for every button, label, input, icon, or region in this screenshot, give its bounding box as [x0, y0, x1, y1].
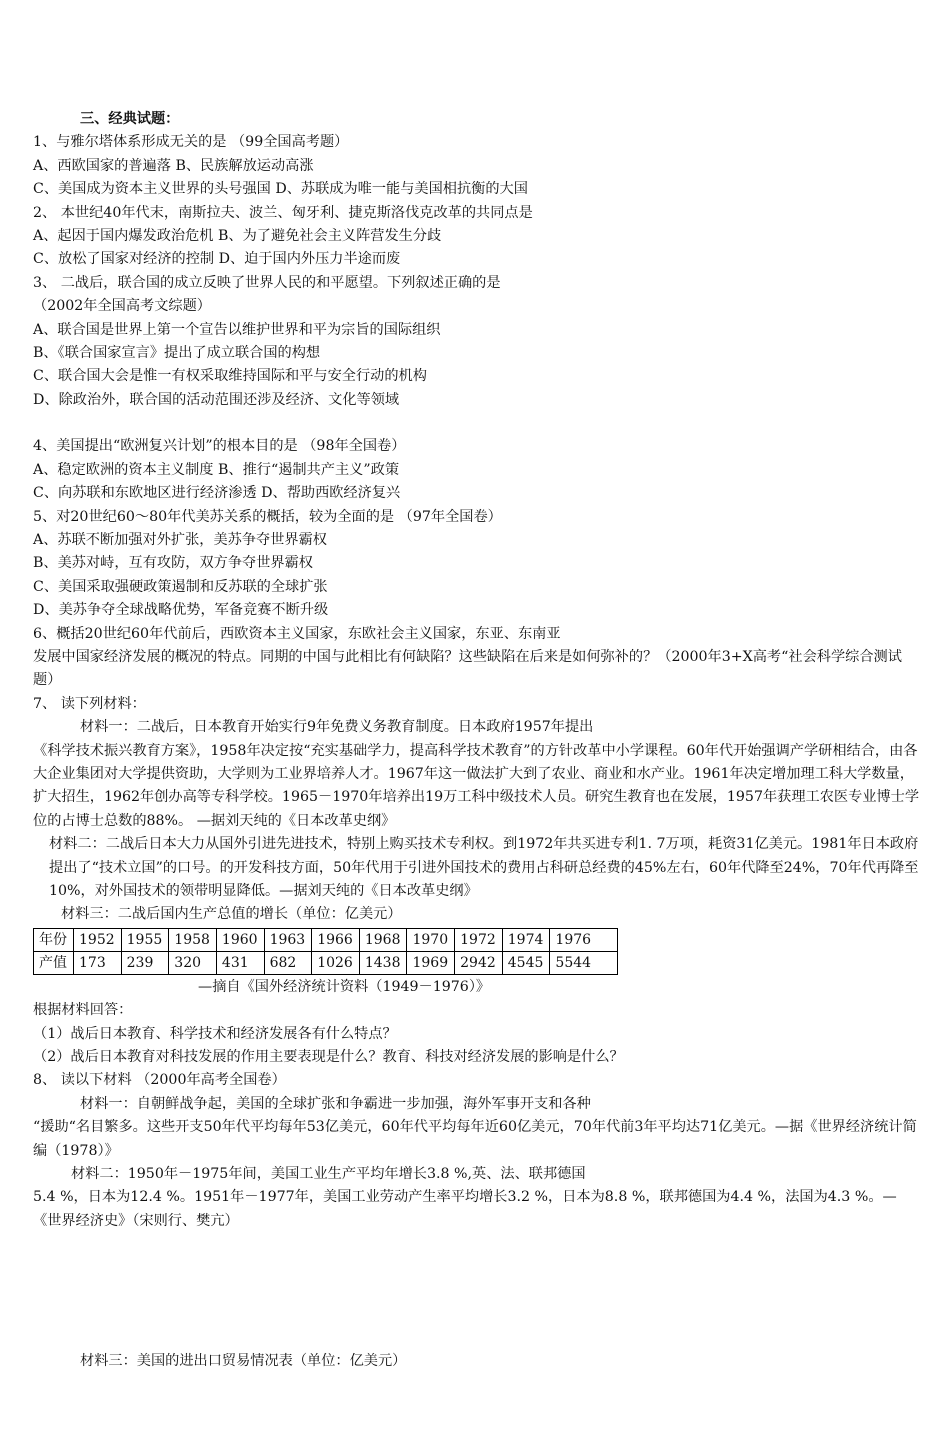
q3-option-c: C、联合国大会是惟一有权采取维持国际和平与安全行动的机构 — [33, 368, 427, 385]
q5-stem: 5、对20世纪60～80年代美苏关系的概括，较为全面的是 （97年全国卷） — [33, 508, 502, 525]
value-cell: 5544 — [550, 951, 618, 974]
year-cell: 1952 — [74, 928, 122, 951]
q3-stem: 3、 二战后，联合国的成立反映了世界人民的和平愿望。下列叙述正确的是 — [33, 274, 501, 291]
value-cell: 1438 — [359, 951, 407, 974]
q7-material-2: 材料二：二战后日本大力从国外引进先进技术，特别上购买技术专利权。到1972年共买进专利1. 7万项，耗资31亿美元。1981年日本政府提出了“技术立国”的口号。的开发科技方面，50年代用于引进外国技术的费用占科研总经费的45%左右，60年代降至24%，70年代再降至10%，对外国技术的领带明显降低。—据刘天纯的《日本改革史纲》 — [49, 836, 919, 899]
year-cell: 1972 — [455, 928, 503, 951]
q1-options-ab: A、西欧国家的普遍落 B、民族解放运动高涨 — [33, 157, 314, 174]
value-cell: 239 — [121, 951, 169, 974]
q7-material-3-title: 材料三：二战后国内生产总值的增长（单位：亿美元） — [61, 906, 402, 923]
q2-options-cd: C、放松了国家对经济的控制 D、迫于国内外压力半途而废 — [33, 251, 401, 268]
q7-material-1-first: 材料一：二战后，日本教育开始实行9年免费义务教育制度。日本政府1957年提出 — [80, 719, 594, 736]
year-cell: 1970 — [407, 928, 455, 951]
q8-stem: 8、 读以下材料 （2000年高考全国卷） — [33, 1072, 286, 1089]
year-cell: 1963 — [264, 928, 312, 951]
row-label-values: 产值 — [34, 951, 74, 974]
q8-material-1-rest: “援助“名目繁多。这些开支50年代平均每年53亿美元，60年代平均每年近60亿美元，70年代前3年平均达71亿美元。—据《世界经济统计简编（1978）》 — [33, 1119, 917, 1159]
gdp-table — [33, 928, 618, 975]
q6-line-1: 6、概括20世纪60年代前后，西欧资本主义国家，东欧社会主义国家，东亚、东南亚 — [33, 625, 561, 642]
blank-line — [33, 412, 923, 435]
q1-options-cd: C、美国成为资本主义世界的头号强国 D、苏联成为唯一能与美国相抗衡的大国 — [33, 181, 528, 198]
section-heading: 三、经典试题： — [80, 111, 180, 127]
q6-line-2: 发展中国家经济发展的概况的特点。同期的中国与此相比有何缺陷？这些缺陷在后来是如何弥补的？（2000年3+X高考“社会科学综合测试题） — [33, 648, 902, 689]
q4-stem: 4、美国提出“欧洲复兴计划”的根本目的是 （98年全国卷） — [33, 438, 406, 455]
value-cell: 2942 — [455, 951, 503, 974]
q7-material-1-rest: 《科学技术振兴教育方案》，1958年决定按“充实基础学力，提高科学技术教育”的方针改革中小学课程。60年代开始强调产学研相结合，由各大企业集团对大学提供资助，大学则为工业界培养人才。1967年这一做法扩大到了农业、商业和水产业。1961年决定增加理工科大学数量，扩大招生，1962年创办高等专科学校。1965－1970年培养出19万工科中级技术人员。研究生教育也在发展，1957年获理工农医专业博士学位的占博士总数的88%。 —据刘天纯的《日本改革史纲》 — [33, 742, 920, 829]
q8-material-2-rest: 5.4 %，日本为12.4 %。1951年－1977年，美国工业劳动产生率平均增长3.2 %，日本为8.8 %，联邦德国为4.4 %，法国为4.3 %。—《世界经济史》（宋则行、樊亢） — [33, 1189, 897, 1229]
value-cell: 682 — [264, 951, 312, 974]
year-cell: 1958 — [169, 928, 217, 951]
year-cell: 1976 — [550, 928, 618, 951]
q8-material-2-first: 材料二：1950年－1975年间，美国工业生产平均年增长3.8 %,英、法、联邦德国 — [71, 1166, 586, 1183]
q7-answer-intro: 根据材料回答： — [33, 1002, 133, 1019]
value-cell: 4545 — [502, 951, 550, 974]
q3-source: （2002年全国高考文综题） — [33, 298, 211, 315]
row-label-years: 年份 — [34, 928, 74, 951]
q7-sub-question-2: （2）战后日本教育对科技发展的作用主要表现是什么？教育、科技对经济发展的影响是什么？ — [33, 1049, 624, 1066]
q2-options-ab: A、起因于国内爆发政治危机 B、为了避免社会主义阵营发生分歧 — [33, 228, 442, 245]
q5-option-c: C、美国采取强硬政策遏制和反苏联的全球扩张 — [33, 578, 328, 595]
q1-stem: 1、与雅尔塔体系形成无关的是 （99全国高考题） — [33, 134, 349, 151]
q3-option-b: B、《联合国家宣言》提出了成立联合国的构想 — [33, 345, 321, 362]
q8-material-3-title: 材料三：美国的进出口贸易情况表（单位：亿美元） — [80, 1353, 407, 1370]
q8-material-1-first: 材料一：自朝鲜战争起，美国的全球扩张和争霸进一步加强，海外军事开支和各种 — [80, 1095, 591, 1112]
q7-stem: 7、 读下列材料： — [33, 695, 146, 712]
q3-option-d: D、除政治外，联合国的活动范围还涉及经济、文化等领域 — [33, 391, 400, 408]
q4-options-cd: C、向苏联和东欧地区进行经济渗透 D、帮助西欧经济复兴 — [33, 485, 401, 502]
blank-space — [33, 1233, 923, 1350]
q5-option-b: B、美苏对峙，互有攻防，双方争夺世界霸权 — [33, 555, 313, 572]
document-page — [33, 108, 923, 1374]
year-cell: 1960 — [216, 928, 264, 951]
value-cell: 1969 — [407, 951, 455, 974]
year-cell: 1955 — [121, 928, 169, 951]
value-cell: 1026 — [312, 951, 360, 974]
year-cell: 1974 — [502, 928, 550, 951]
q7-sub-question-1: （1）战后日本教育、科学技术和经济发展各有什么特点？ — [33, 1025, 397, 1042]
value-cell: 320 — [169, 951, 217, 974]
q5-option-a: A、苏联不断加强对外扩张，美苏争夺世界霸权 — [33, 531, 327, 548]
q3-option-a: A、联合国是世界上第一个宣告以维护世界和平为宗旨的国际组织 — [33, 321, 441, 338]
q2-stem: 2、 本世纪40年代末，南斯拉夫、波兰、匈牙利、捷克斯洛伐克改革的共同点是 — [33, 204, 533, 221]
q7-table-source: —摘自《国外经济统计资料（1949－1976）》 — [198, 978, 491, 995]
q4-options-ab: A、稳定欧洲的资本主义制度 B、推行“遏制共产主义”政策 — [33, 461, 400, 478]
year-cell: 1968 — [359, 928, 407, 951]
value-cell: 431 — [216, 951, 264, 974]
table-row-years — [34, 928, 618, 951]
table-row-values — [34, 951, 618, 974]
year-cell: 1966 — [312, 928, 360, 951]
value-cell: 173 — [74, 951, 122, 974]
q5-option-d: D、美苏争夺全球战略优势，军备竞赛不断升级 — [33, 602, 329, 619]
